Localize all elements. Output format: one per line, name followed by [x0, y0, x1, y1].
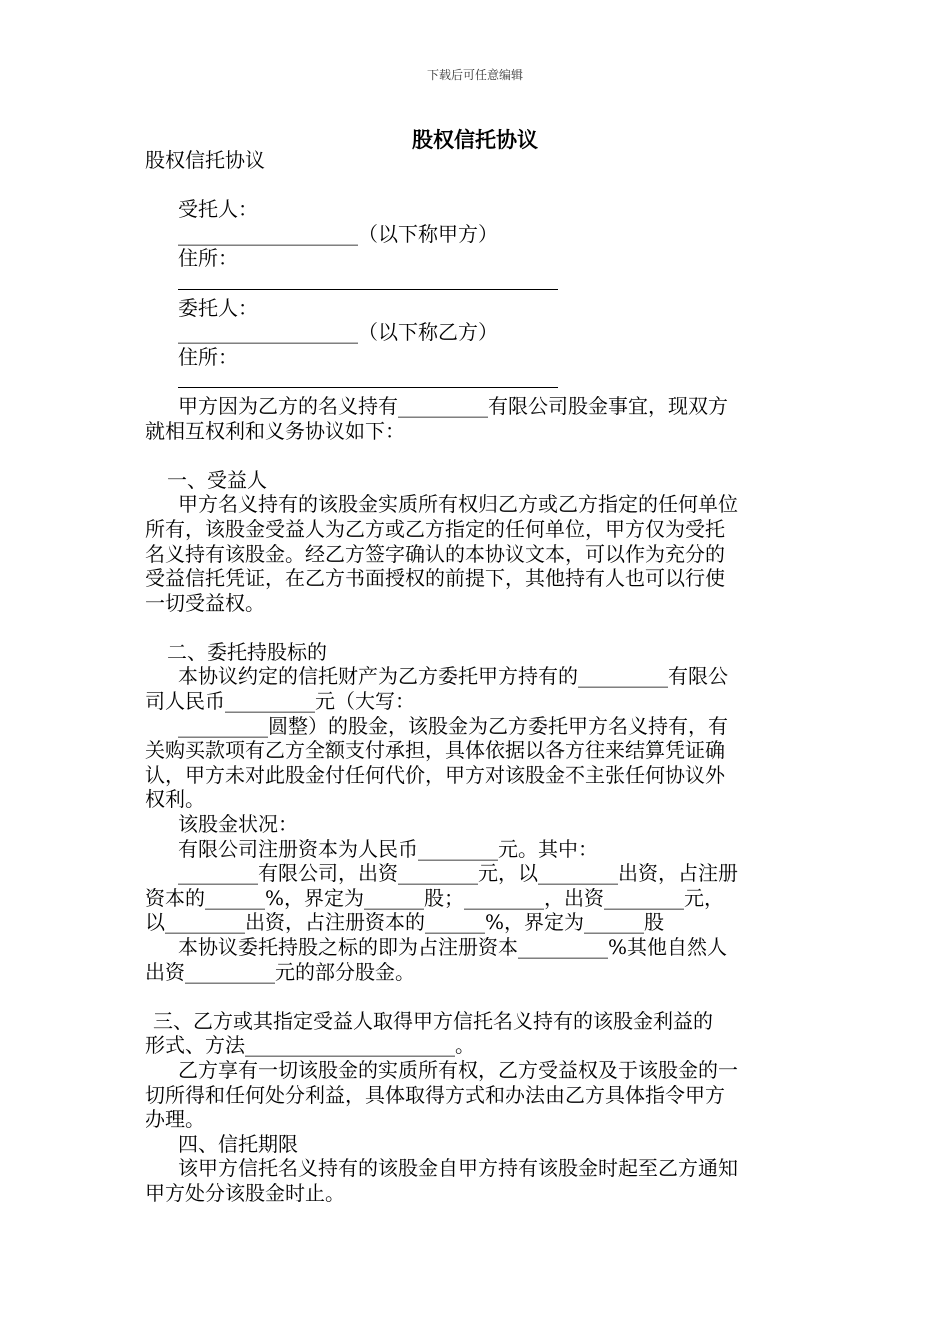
section-heading-beneficiary: 一、受益人: [167, 467, 267, 492]
paragraph-line: 甲方处分该股金时止。: [145, 1180, 345, 1205]
paragraph-line: 以________出资，占注册资本的______%，界定为______股: [145, 910, 665, 935]
paragraph-line: 有限公司注册资本为人民币________元。其中：: [178, 836, 598, 861]
paragraph-line: 该甲方信托名义持有的该股金自甲方持有该股金时起至乙方通知: [178, 1156, 738, 1181]
document-body: [145, 148, 810, 1206]
trustee-label: 受托人：: [178, 197, 258, 222]
settlor-name-blank: __________________（以下称乙方）: [178, 320, 498, 345]
paragraph-line: 资本的______%，界定为______股；________，出资________元，: [145, 885, 725, 910]
blank-rule: [178, 271, 558, 290]
section-heading-subject: 二、委托持股标的: [167, 639, 327, 664]
paragraph-line: _________圆整）的股金，该股金为乙方委托甲方名义持有，有: [178, 713, 728, 738]
paragraph-line: 甲方名义持有的该股金实质所有权归乙方或乙方指定的任何单位: [178, 492, 738, 517]
settlor-label: 委托人：: [178, 295, 258, 320]
blank-line: [145, 173, 810, 198]
settlor-address-line: [145, 369, 810, 394]
paragraph-line: 受益信托凭证，在乙方书面授权的前提下，其他持有人也可以行使: [145, 566, 725, 591]
section-heading-method: 三、乙方或其指定受益人取得甲方信托名义持有的该股金利益的: [153, 1008, 713, 1033]
subtitle-line: 股权信托协议: [145, 148, 265, 172]
paragraph-line: 出资_________元的部分股金。: [145, 959, 415, 984]
blank-line: [145, 443, 810, 468]
paragraph-line: ________有限公司，出资________元，以________出资，占注册: [178, 861, 738, 886]
paragraph-line: 名义持有该股金。经乙方签字确认的本协议文本，可以作为充分的: [145, 541, 725, 566]
paragraph-line: 所有，该股金受益人为乙方或乙方指定的任何单位，甲方仅为受托: [145, 516, 725, 541]
blank-rule: [178, 369, 558, 388]
blank-line: [145, 984, 810, 1009]
document-title: 股权信托协议: [412, 127, 538, 152]
paragraph-line: 办理。: [145, 1107, 205, 1132]
paragraph-line: 司人民币_________元（大写：: [145, 689, 415, 714]
paragraph-line: 权利。: [145, 787, 205, 812]
paragraph-line: 切所得和任何处分利益，具体取得方式和办法由乙方具体指令甲方: [145, 1082, 725, 1107]
trustee-address-line: [145, 271, 810, 296]
paragraph-line: 甲方因为乙方的名义持有_________有限公司股金事宜，现双方: [178, 393, 728, 418]
paragraph-line: 本协议委托持股之标的即为占注册资本_________%其他自然人: [178, 935, 728, 959]
paragraph-line: 一切受益权。: [145, 590, 265, 615]
section-heading-term: 四、信托期限: [178, 1131, 298, 1156]
paragraph-line: 乙方享有一切该股金的实质所有权，乙方受益权及于该股金的一: [178, 1057, 738, 1082]
paragraph-line: 本协议约定的信托财产为乙方委托甲方持有的_________有限公: [178, 664, 728, 689]
settlor-address-label: 住所：: [178, 344, 238, 369]
trustee-name-blank: __________________（以下称甲方）: [178, 221, 498, 246]
paragraph-line: 形式、方法_____________________。: [145, 1033, 475, 1058]
blank-line: [145, 615, 810, 640]
trustee-address-label: 住所：: [178, 246, 238, 271]
paragraph-line: 认，甲方未对此股金付任何代价，甲方对该股金不主张任何协议外: [145, 762, 725, 787]
paragraph-line: 该股金状况：: [178, 812, 298, 837]
paragraph-line: 就相互权利和义务协议如下：: [145, 418, 405, 443]
page-header-note: 下载后可任意编辑: [426, 68, 523, 82]
paragraph-line: 关购买款项有乙方全额支付承担，具体依据以各方往来结算凭证确: [145, 738, 725, 763]
